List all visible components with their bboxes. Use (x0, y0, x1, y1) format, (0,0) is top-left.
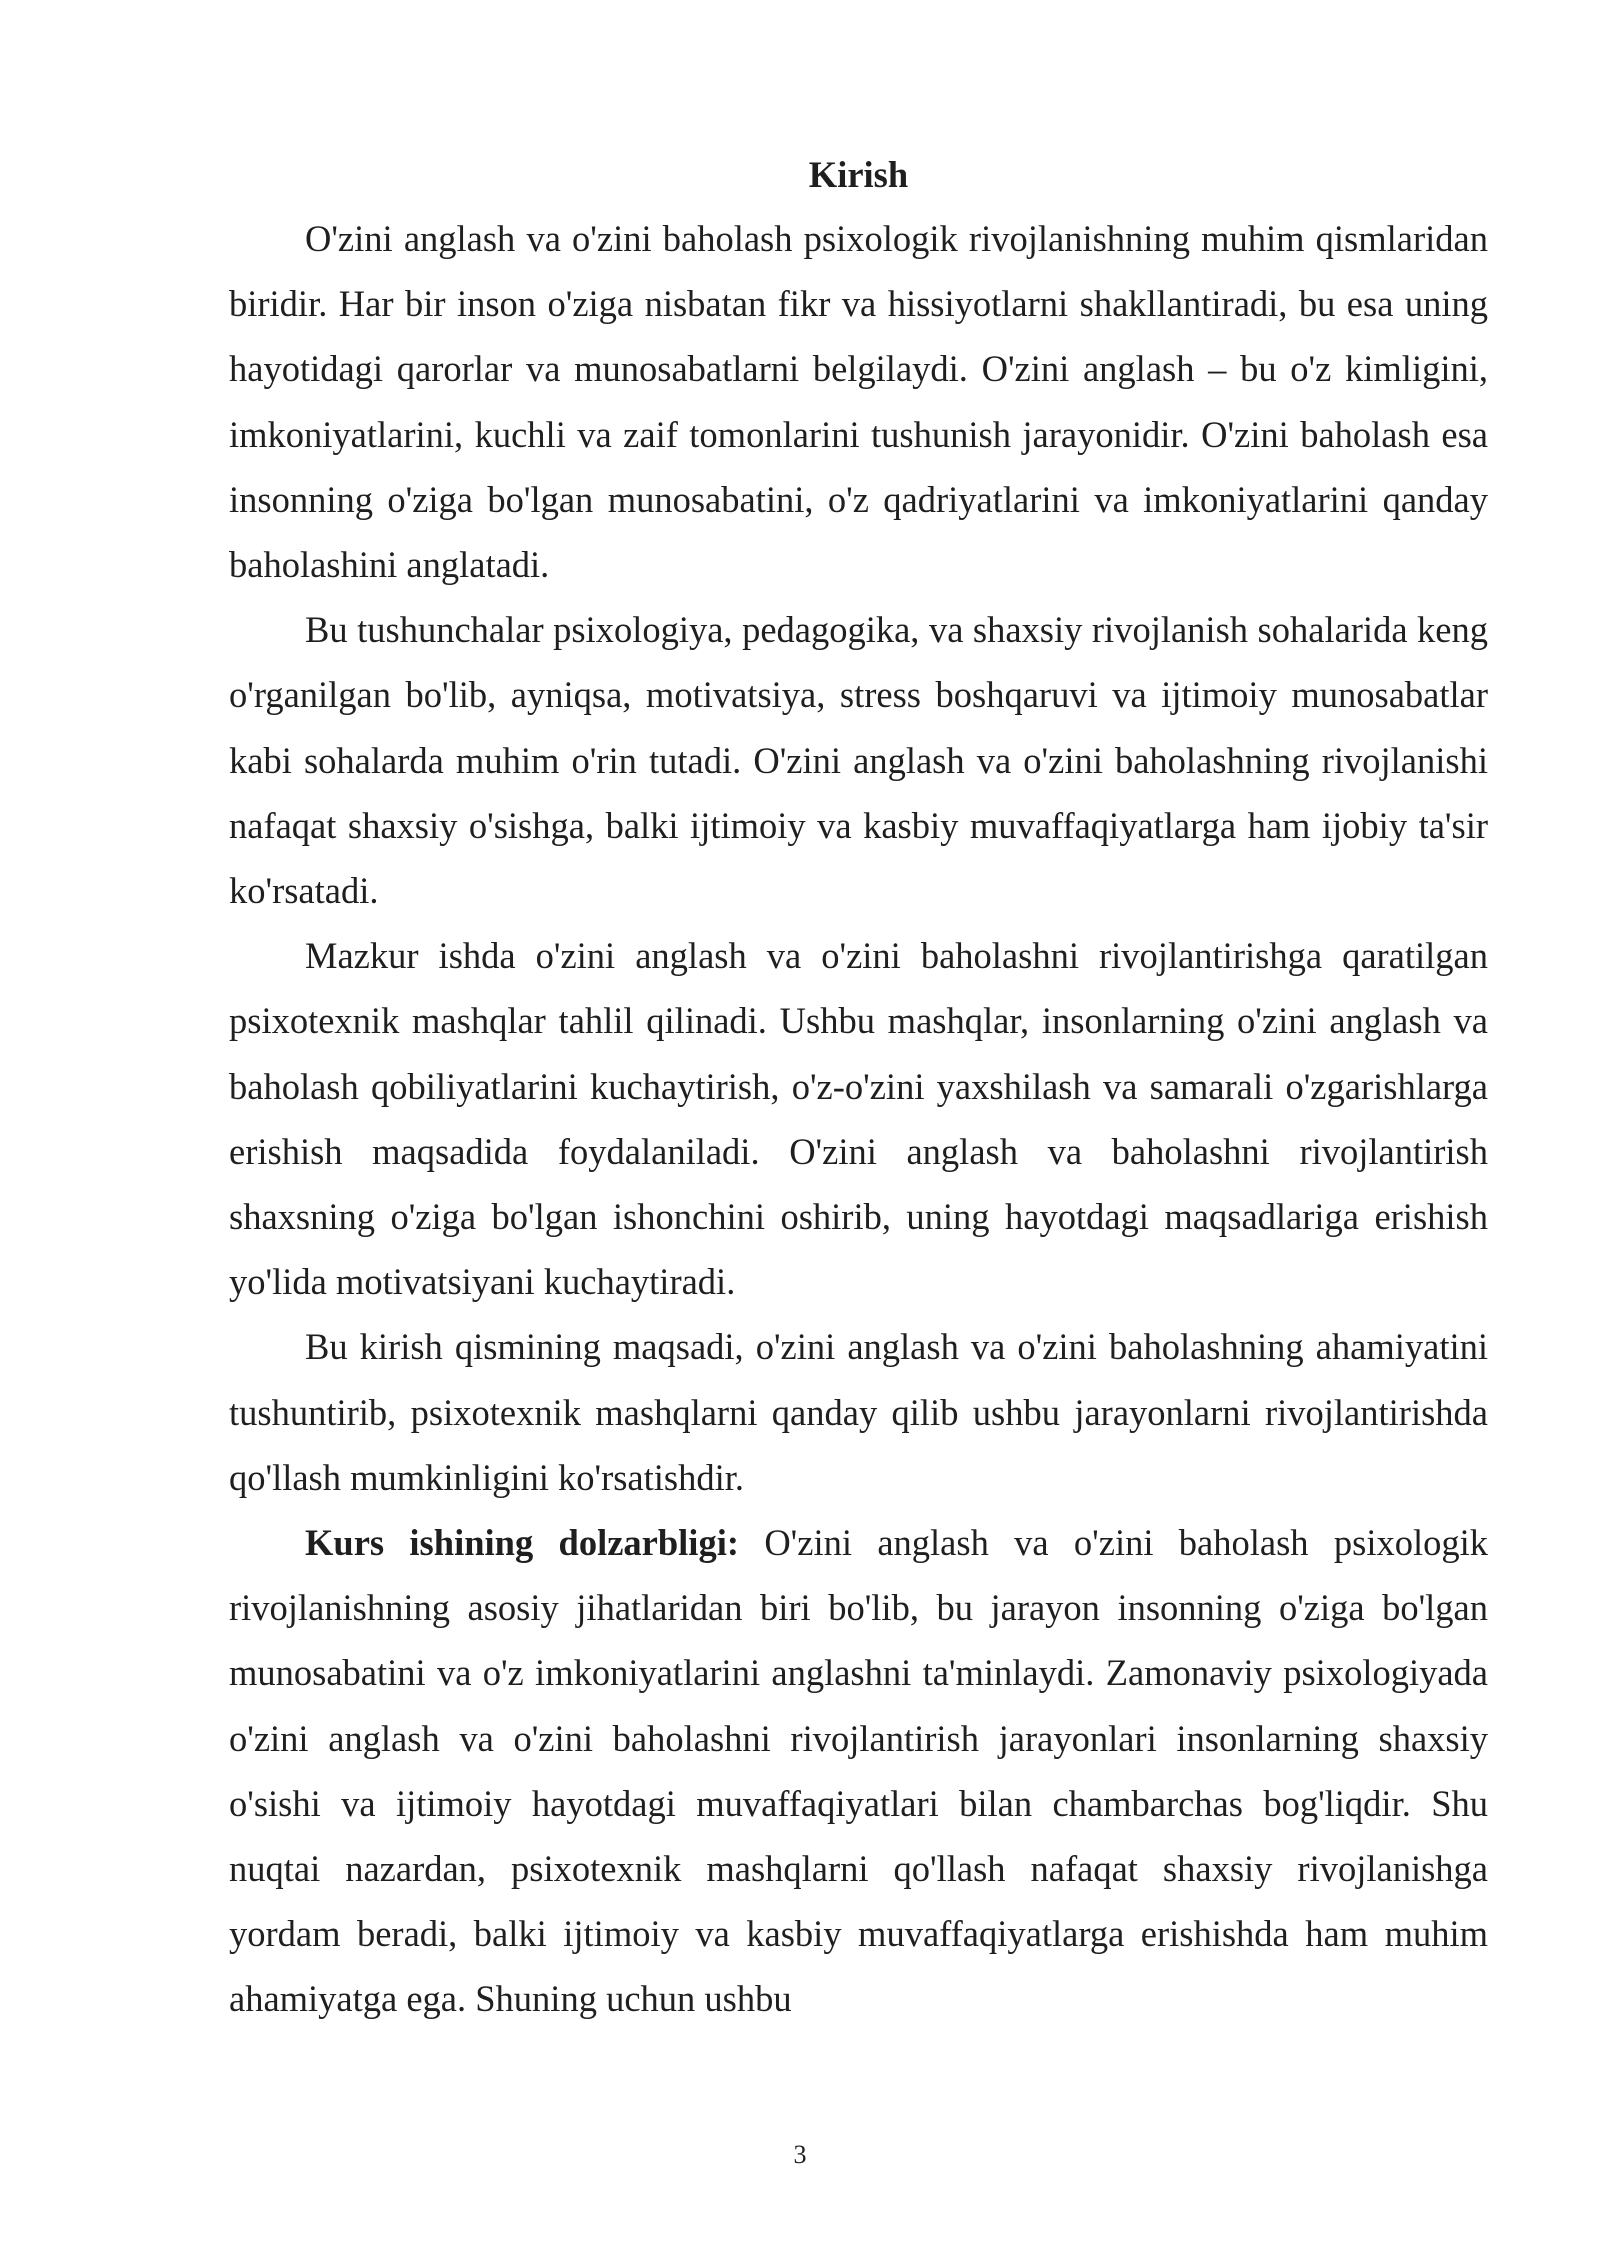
paragraph-1: O'zini anglash va o'zini baholash psixologik rivojlanishning muhim qismlaridan biridir. Har bir inson o'ziga nisbatan fikr va hissiyotlarni shakllantiradi, bu esa uning hayotidagi qarorlar va munosabatlarni belgilaydi. O'zini anglash – bu o'z kimligini, imkoniyatlarini, kuchli va zaif tomonlarini tushunish jarayonidir. O'zini baholash esa insonning o'ziga bo'lgan munosabatini, o'z qadriyatlarini va imkoniyatlarini qanday baholashini anglatadi. (229, 218, 1488, 586)
page-content (229, 148, 1488, 2032)
paragraph-relevance (229, 1510, 1488, 2032)
page-number: 3 (793, 2140, 807, 2169)
relevance-text: O'zini anglash va o'zini baholash psixologik rivojlanishning asosiy jihatlaridan biri bo'lib, bu jarayon insonning o'ziga bo'lgan munosabatini va o'z imkoniyatlarini anglashni ta'minlaydi. Zamonaviy psixologiyada o'zini anglash va o'zini baholashni rivojlantirish jarayonlari insonlarning shaxsiy o'sishi va ijtimoiy hayotdagi muvaffaqiyatlari bilan chambarchas bog'liqdir. Shu nuqtai nazardan, psixotexnik mashqlarni qo'llash nafaqat shaxsiy rivojlanishga yordam beradi, balki ijtimoiy va kasbiy muvaffaqiyatlarga erishishda ham muhim ahamiyatga ega. Shuning uchun ushbu (229, 1522, 1489, 2020)
paragraph-4: Bu kirish qismining maqsadi, o'zini anglash va o'zini baholashning ahamiyatini tushuntirib, psixotexnik mashqlarni qanday qilib ushbu jarayonlarni rivojlantirishda qo'llash mumkinligini ko'rsatishdir. (229, 1326, 1488, 1498)
section-heading: Kirish (808, 154, 909, 195)
paragraph-3: Mazkur ishda o'zini anglash va o'zini baholashni rivojlantirishga qaratilgan psixotexnik mashqlar tahlil qilinadi. Ushbu mashqlar, insonlarning o'zini anglash va baholash qobiliyatlarini kuchaytirish, o'z-o'zini yaxshilash va samarali o'zgarishlarga erishish maqsadida foydalaniladi. O'zini anglash va baholashni rivojlantirish shaxsning o'ziga bo'lgan ishonchini oshirib, uning hayotdagi maqsadlariga erishish yo'lida motivatsiyani kuchaytiradi. (229, 935, 1488, 1303)
relevance-label: Kurs ishining dolzarbligi: (305, 1522, 739, 1564)
paragraph-2: Bu tushunchalar psixologiya, pedagogika, va shaxsiy rivojlanish sohalarida keng o'rganilgan bo'lib, ayniqsa, motivatsiya, stress boshqaruvi va ijtimoiy munosabatlar kabi sohalarda muhim o'rin tutadi. O'zini anglash va o'zini baholashning rivojlanishi nafaqat shaxsiy o'sishga, balki ijtimoiy va kasbiy muvaffaqiyatlarga ham ijobiy ta'sir ko'rsatadi. (229, 609, 1488, 912)
